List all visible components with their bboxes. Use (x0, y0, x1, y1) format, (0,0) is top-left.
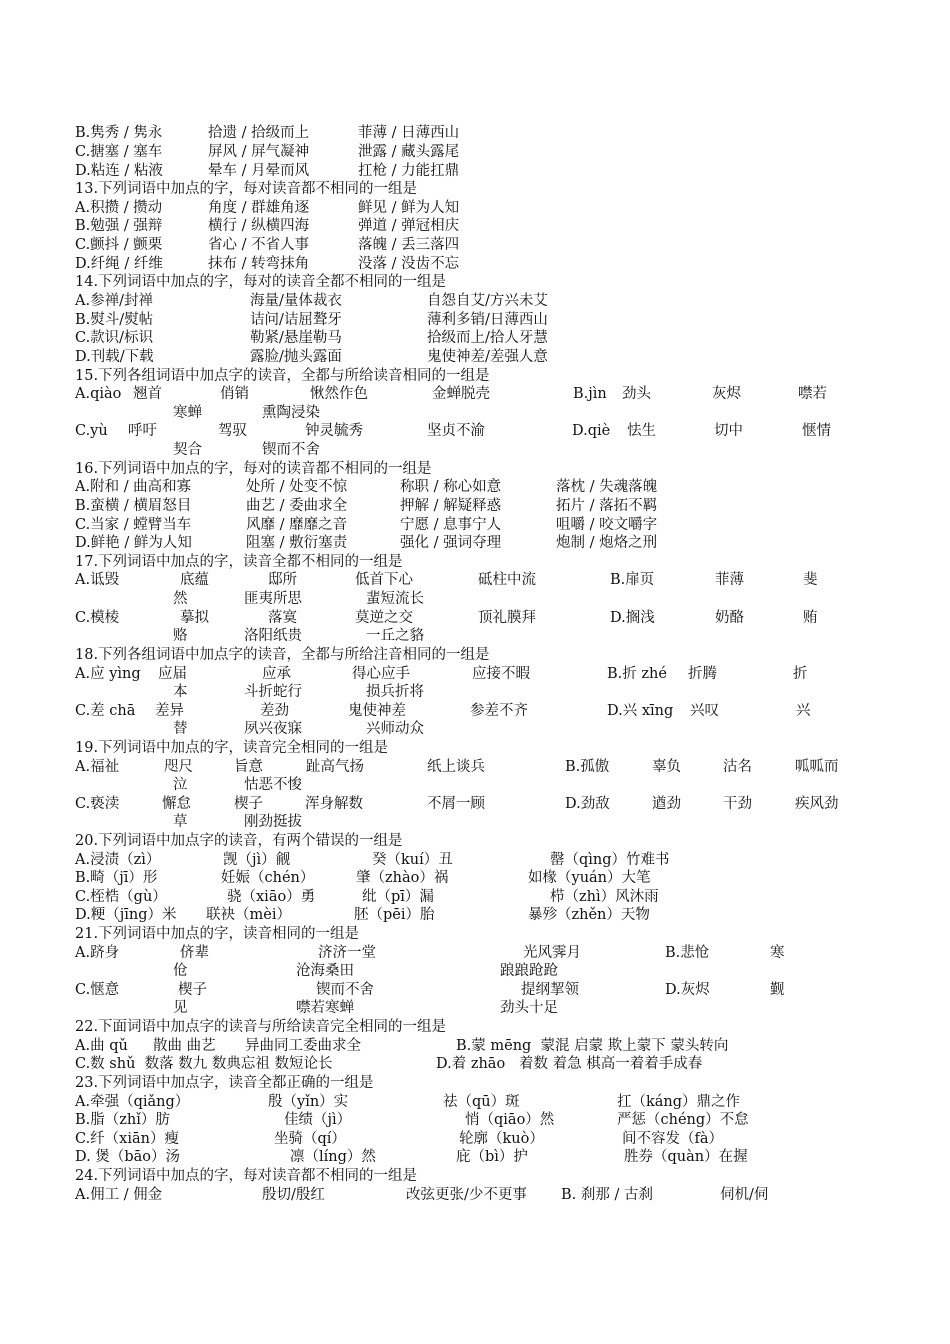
text-line (0, 869, 950, 887)
text-line (0, 776, 950, 794)
text-segment: 劲头 (622, 386, 651, 402)
text-segment: 伺机/伺 (720, 1187, 769, 1203)
text-line (0, 944, 950, 962)
text-segment: 没落 / 没齿不忘 (358, 256, 460, 272)
text-segment: 寒蝉 (173, 405, 202, 421)
text-segment: 23.下列词语中加点字，读音全都正确的一组是 (75, 1075, 374, 1091)
text-segment: 金蝉脱壳 (432, 386, 490, 402)
text-segment: C.数 shǔ 数落 数九 数典忘祖 数短论长 (75, 1056, 333, 1072)
text-line (0, 999, 950, 1017)
text-segment: 折 (793, 666, 808, 682)
text-segment: 翘首 (133, 386, 162, 402)
text-segment: B.隽秀 / 隽永 (75, 125, 163, 141)
text-segment: 灰烬 (712, 386, 741, 402)
text-line (0, 1055, 950, 1073)
text-segment: 庇（bì）护 (456, 1149, 528, 1165)
text-segment: 得心应手 (352, 666, 410, 682)
text-line (0, 292, 950, 310)
text-segment: 然 (173, 591, 188, 607)
text-line (0, 665, 950, 683)
text-line (0, 925, 950, 943)
text-line (0, 124, 950, 142)
text-segment: 旨意 (234, 759, 263, 775)
text-segment: 驾驭 (218, 423, 247, 439)
text-segment: C.差 chā (75, 703, 136, 719)
text-segment: 兴 (796, 703, 811, 719)
text-segment: 14.下列词语中加点的字，每对的读音全都不相同的一组是 (75, 274, 447, 290)
text-segment: 22.下面词语中加点字的读音与所给读音完全相同的一组是 (75, 1019, 447, 1035)
text-segment: 沧海桑田 (296, 963, 354, 979)
text-segment: 趾高气扬 (306, 759, 364, 775)
text-segment: 提纲挈领 (521, 982, 579, 998)
text-segment: A.曲 qǔ (75, 1038, 128, 1054)
text-segment: 参差不齐 (470, 703, 528, 719)
text-segment: 损兵折将 (366, 684, 424, 700)
text-segment: 角度 / 群雄角逐 (208, 200, 310, 216)
text-segment: 薄利多销/日薄西山 (427, 312, 548, 328)
text-segment: 坐骑（qí） (274, 1131, 346, 1147)
text-line (0, 609, 950, 627)
text-line (0, 273, 950, 291)
text-segment: 联袂（mèi） (206, 907, 291, 923)
text-segment: 寒 (770, 945, 785, 961)
text-segment: 勒紧/悬崖勒马 (250, 330, 342, 346)
text-segment: D.纤绳 / 纤维 (75, 256, 163, 272)
text-line (0, 758, 950, 776)
text-segment: 怯生 (627, 423, 656, 439)
text-segment: 呱呱而 (795, 759, 839, 775)
text-segment: 拾遗 / 拾级而上 (208, 125, 310, 141)
text-line (0, 1093, 950, 1111)
text-segment: 莫逆之交 (355, 610, 413, 626)
text-segment: A.佣工 / 佣金 (75, 1187, 163, 1203)
text-segment: 斗折蛇行 (244, 684, 302, 700)
text-segment: 愀然作色 (310, 386, 368, 402)
text-segment: 光风霁月 (523, 945, 581, 961)
text-segment: 纰（pī）漏 (362, 889, 434, 905)
text-line (0, 460, 950, 478)
text-segment: 拓片 / 落拓不羁 (556, 498, 658, 514)
text-segment: D.粘连 / 粘液 (75, 163, 163, 179)
text-line (0, 683, 950, 701)
text-segment: 惬情 (802, 423, 831, 439)
text-segment: 鬼使神差 (348, 703, 406, 719)
text-segment: 悄（qiāo）然 (465, 1112, 555, 1128)
text-segment: 踉踉跄跄 (500, 963, 558, 979)
text-line (0, 702, 950, 720)
text-segment: 露脸/抛头露面 (250, 349, 342, 365)
text-segment: 屏风 / 屏气凝神 (208, 144, 310, 160)
text-segment: C.纤（xiān）瘦 (75, 1131, 179, 1147)
text-segment: 觊（jì）觎 (223, 852, 291, 868)
text-segment: 弹道 / 弹冠相庆 (358, 218, 460, 234)
text-segment: 鲜见 / 鲜为人知 (358, 200, 460, 216)
text-segment: 曲艺 / 委曲求全 (246, 498, 348, 514)
text-line (0, 534, 950, 552)
text-segment: 落寞 (268, 610, 297, 626)
text-segment: B.折 zhé (607, 666, 667, 682)
text-segment: 怙恶不悛 (244, 777, 302, 793)
text-segment: 疾风劲 (795, 796, 839, 812)
text-segment: 洛阳纸贵 (244, 628, 302, 644)
text-segment: 强化 / 强词夺理 (400, 535, 502, 551)
text-segment: 摹拟 (180, 610, 209, 626)
text-segment: 奶酪 (715, 610, 744, 626)
text-segment: 20.下列词语中加点字的读音，有两个错误的一组是 (75, 833, 403, 849)
text-segment: 兴叹 (690, 703, 719, 719)
text-segment: 折腾 (688, 666, 717, 682)
text-segment: 炮制 / 炮烙之刑 (556, 535, 658, 551)
text-segment: B.蒙 mēng 蒙混 启蒙 欺上蒙下 蒙头转向 (456, 1038, 729, 1054)
text-segment: 应接不暇 (472, 666, 530, 682)
text-segment: 鬼使神差/差强人意 (427, 349, 548, 365)
text-line (0, 739, 950, 757)
text-segment: 妊娠（chén） (221, 870, 315, 886)
text-segment: 17.下列词语中加点的字，读音全都不相同的一组是 (75, 554, 403, 570)
text-segment: D.劲敌 (565, 796, 610, 812)
text-segment: 切中 (714, 423, 743, 439)
text-segment: B.jìn (573, 386, 607, 402)
text-segment: 暴殄（zhěn）天物 (528, 907, 650, 923)
text-segment: 低首下心 (355, 572, 413, 588)
text-segment: B.悲怆 (665, 945, 710, 961)
text-segment: 落魄 / 丢三落四 (358, 237, 460, 253)
text-line (0, 1037, 950, 1055)
text-line (0, 385, 950, 403)
text-line (0, 180, 950, 198)
text-segment: 阻塞 / 敷衍塞责 (246, 535, 348, 551)
text-segment: 21.下列词语中加点的字，读音相同的一组是 (75, 926, 360, 942)
text-segment: 押解 / 解疑释惑 (400, 498, 502, 514)
text-line (0, 553, 950, 571)
text-line (0, 720, 950, 738)
text-segment: 落枕 / 失魂落魄 (556, 479, 658, 495)
text-segment: 泣 (173, 777, 188, 793)
text-segment: 兴师动众 (366, 721, 424, 737)
text-segment: 懈怠 (162, 796, 191, 812)
text-segment: D.鲜艳 / 鲜为人知 (75, 535, 192, 551)
text-segment: 栉（zhì）风沐雨 (550, 889, 659, 905)
text-line (0, 143, 950, 161)
text-segment: 轮廓（kuò） (459, 1131, 544, 1147)
text-line (0, 1167, 950, 1185)
text-line (0, 236, 950, 254)
text-line (0, 478, 950, 496)
text-segment: 殷（yǐn）实 (268, 1094, 349, 1110)
text-segment: A.跻身 (75, 945, 120, 961)
text-segment: C.桎梏（gù） (75, 889, 167, 905)
text-segment: 侪辈 (180, 945, 209, 961)
text-line (0, 255, 950, 273)
text-line (0, 348, 950, 366)
text-segment: 风靡 / 靡靡之音 (246, 517, 348, 533)
text-segment: A.积攒 / 攒动 (75, 200, 163, 216)
text-segment: 伧 (173, 963, 188, 979)
text-segment: 贿 (803, 610, 818, 626)
text-segment: C.颤抖 / 颤栗 (75, 237, 163, 253)
text-line (0, 1111, 950, 1129)
text-segment: 斐 (803, 572, 818, 588)
text-segment: 扛（káng）鼎之作 (617, 1094, 741, 1110)
text-segment: 见 (173, 1000, 188, 1016)
text-segment: 浑身解数 (305, 796, 363, 812)
text-segment: 24.下列词语中加点的字，每对读音都不相同的一组是 (75, 1168, 418, 1184)
text-segment: 应承 (262, 666, 291, 682)
text-line (0, 404, 950, 422)
text-segment: 咀嚼 / 咬文嚼字 (556, 517, 658, 533)
text-line (0, 906, 950, 924)
text-segment: 扛枪 / 力能扛鼎 (358, 163, 460, 179)
text-segment: 18.下列各组词语中加点字的读音，全都与所给注音相同的一组是 (75, 647, 490, 663)
text-segment: 宁愿 / 息事宁人 (400, 517, 502, 533)
text-segment: 本 (173, 684, 188, 700)
text-segment: 胚（pēi）胎 (354, 907, 435, 923)
text-segment: B.扉页 (610, 572, 655, 588)
text-segment: A.浸渍（zì） (75, 852, 161, 868)
text-segment: 契合 (173, 442, 202, 458)
text-segment: D.粳（jīng）米 (75, 907, 177, 923)
text-segment: 骁（xiāo）勇 (227, 889, 316, 905)
text-segment: 晕车 / 月晕而风 (208, 163, 310, 179)
text-segment: 严惩（chéng）不怠 (617, 1112, 749, 1128)
text-segment: 处所 / 处变不惊 (246, 479, 348, 495)
text-line (0, 832, 950, 850)
text-segment: 菲薄 (715, 572, 744, 588)
text-segment: D.灰烬 (665, 982, 710, 998)
text-segment: 应届 (158, 666, 187, 682)
text-line (0, 571, 950, 589)
text-segment: C.yù (75, 423, 108, 439)
text-segment: 菲薄 / 日薄西山 (358, 125, 460, 141)
text-segment: 改弦更张/少不更事 (406, 1187, 527, 1203)
text-segment: D.刊载/下载 (75, 349, 154, 365)
text-segment: 刚劲挺拔 (244, 814, 302, 830)
text-line (0, 441, 950, 459)
text-segment: 纸上谈兵 (427, 759, 485, 775)
text-segment: 差异 (155, 703, 184, 719)
text-segment: 替 (173, 721, 188, 737)
text-line (0, 813, 950, 831)
text-line (0, 888, 950, 906)
text-segment: 称职 / 称心如意 (400, 479, 502, 495)
text-segment: A.牵强（qiǎng） (75, 1094, 190, 1110)
text-segment: 赂 (173, 628, 188, 644)
text-segment: C.款识/标识 (75, 330, 154, 346)
text-segment: 俏销 (220, 386, 249, 402)
text-segment: C.惬意 (75, 982, 120, 998)
text-segment: 差劲 (260, 703, 289, 719)
text-segment: 散曲 曲艺 (153, 1038, 216, 1054)
text-segment: D.着 zhāo 着数 着急 棋高一着着手成春 (436, 1056, 703, 1072)
text-line (0, 851, 950, 869)
text-segment: 海量/量体裁衣 (250, 293, 342, 309)
text-segment: 邸所 (268, 572, 297, 588)
text-segment: B.勉强 / 强辩 (75, 218, 163, 234)
text-segment: C.模棱 (75, 610, 120, 626)
text-segment: D.兴 xīng (607, 703, 674, 719)
text-segment: A.参禅/封禅 (75, 293, 153, 309)
text-line (0, 1148, 950, 1166)
text-line (0, 162, 950, 180)
text-line (0, 329, 950, 347)
text-segment: 坚贞不渝 (427, 423, 485, 439)
text-segment: 噤若寒蝉 (296, 1000, 354, 1016)
text-segment: 祛（qū）斑 (443, 1094, 520, 1110)
text-segment: 殷切/殷红 (262, 1187, 325, 1203)
text-segment: D.搁浅 (610, 610, 655, 626)
text-segment: 胜券（quàn）在握 (624, 1149, 748, 1165)
text-segment: 肇（zhào）祸 (356, 870, 449, 886)
text-line (0, 217, 950, 235)
text-segment: 16.下列词语中加点的字，每对的读音都不相同的一组是 (75, 461, 432, 477)
text-segment: A.应 yìng (75, 666, 141, 682)
text-segment: A.附和 / 曲高和寡 (75, 479, 192, 495)
text-segment: 匪夷所思 (244, 591, 302, 607)
text-segment: C.搪塞 / 塞车 (75, 144, 163, 160)
text-segment: 19.下列词语中加点的字，读音完全相同的一组是 (75, 740, 389, 756)
text-segment: 熏陶浸染 (262, 405, 320, 421)
text-segment: 如椽（yuán）大笔 (528, 870, 651, 886)
text-line (0, 1074, 950, 1092)
text-segment: 间不容发（fà） (622, 1131, 724, 1147)
text-segment: 顶礼膜拜 (478, 610, 536, 626)
text-segment: 噤若 (798, 386, 827, 402)
text-line (0, 422, 950, 440)
text-segment: 锲而不舍 (262, 442, 320, 458)
text-line (0, 981, 950, 999)
text-segment: 夙兴夜寐 (244, 721, 302, 737)
text-segment: 异曲同工委曲求全 (245, 1038, 361, 1054)
text-segment: A.诋毁 (75, 572, 120, 588)
text-segment: 一丘之貉 (366, 628, 424, 644)
text-segment: B. 刹那 / 古刹 (561, 1187, 653, 1203)
text-segment: 泄露 / 藏头露尾 (358, 144, 460, 160)
text-segment: B.畸（jī）形 (75, 870, 158, 886)
text-segment: 不屑一顾 (427, 796, 485, 812)
text-segment: 15.下列各组词语中加点字的读音，全都与所给读音相同的一组是 (75, 368, 490, 384)
text-segment: 遒劲 (652, 796, 681, 812)
text-segment: 辜负 (652, 759, 681, 775)
text-segment: 咫尺 (164, 759, 193, 775)
text-segment: 草 (173, 814, 188, 830)
text-segment: B.熨斗/熨帖 (75, 312, 154, 328)
text-segment: 劲头十足 (500, 1000, 558, 1016)
text-segment: 沽名 (723, 759, 752, 775)
text-segment: 凛（líng）然 (290, 1149, 376, 1165)
text-segment: C.亵渎 (75, 796, 120, 812)
text-line (0, 962, 950, 980)
text-segment: 钟灵毓秀 (305, 423, 363, 439)
text-segment: D. 煲（bāo）汤 (75, 1149, 180, 1165)
text-line (0, 497, 950, 515)
text-line (0, 646, 950, 664)
text-segment: 诘问/诘屈聱牙 (250, 312, 342, 328)
text-segment: A.qiào (75, 386, 122, 402)
text-line (0, 311, 950, 329)
text-segment: 癸（kuí）丑 (372, 852, 453, 868)
text-segment: 自怨自艾/方兴未艾 (427, 293, 548, 309)
text-segment: 呼吁 (128, 423, 157, 439)
text-segment: 省心 / 不省人事 (208, 237, 310, 253)
text-segment: 抹布 / 转弯抹角 (208, 256, 310, 272)
text-segment: 楔子 (234, 796, 263, 812)
text-segment: 13.下列词语中加点的字，每对读音都不相同的一组是 (75, 181, 418, 197)
text-line (0, 1186, 950, 1204)
text-segment: B.孤傲 (565, 759, 610, 775)
text-segment: B.脂（zhǐ）肪 (75, 1112, 170, 1128)
text-segment: B.蛮横 / 横眉怒目 (75, 498, 192, 514)
text-segment: 蜚短流长 (366, 591, 424, 607)
text-line (0, 1018, 950, 1036)
text-line (0, 590, 950, 608)
text-segment: 锲而不舍 (316, 982, 374, 998)
text-line (0, 367, 950, 385)
text-segment: 底蕴 (180, 572, 209, 588)
text-line (0, 199, 950, 217)
text-line (0, 627, 950, 645)
text-segment: 罄（qìng）竹难书 (550, 852, 670, 868)
text-segment: 佳绩（jì） (284, 1112, 352, 1128)
text-segment: D.qiè (572, 423, 611, 439)
text-segment: 济济一堂 (318, 945, 376, 961)
text-segment: 干劲 (723, 796, 752, 812)
text-line (0, 795, 950, 813)
text-segment: 拾级而上/拾人牙慧 (427, 330, 548, 346)
text-segment: A.福祉 (75, 759, 120, 775)
text-segment: 觐 (770, 982, 785, 998)
text-segment: 砥柱中流 (478, 572, 536, 588)
text-segment: 横行 / 纵横四海 (208, 218, 310, 234)
text-segment: 楔子 (178, 982, 207, 998)
text-line (0, 1130, 950, 1148)
text-line (0, 516, 950, 534)
text-segment: C.当家 / 螳臂当车 (75, 517, 192, 533)
